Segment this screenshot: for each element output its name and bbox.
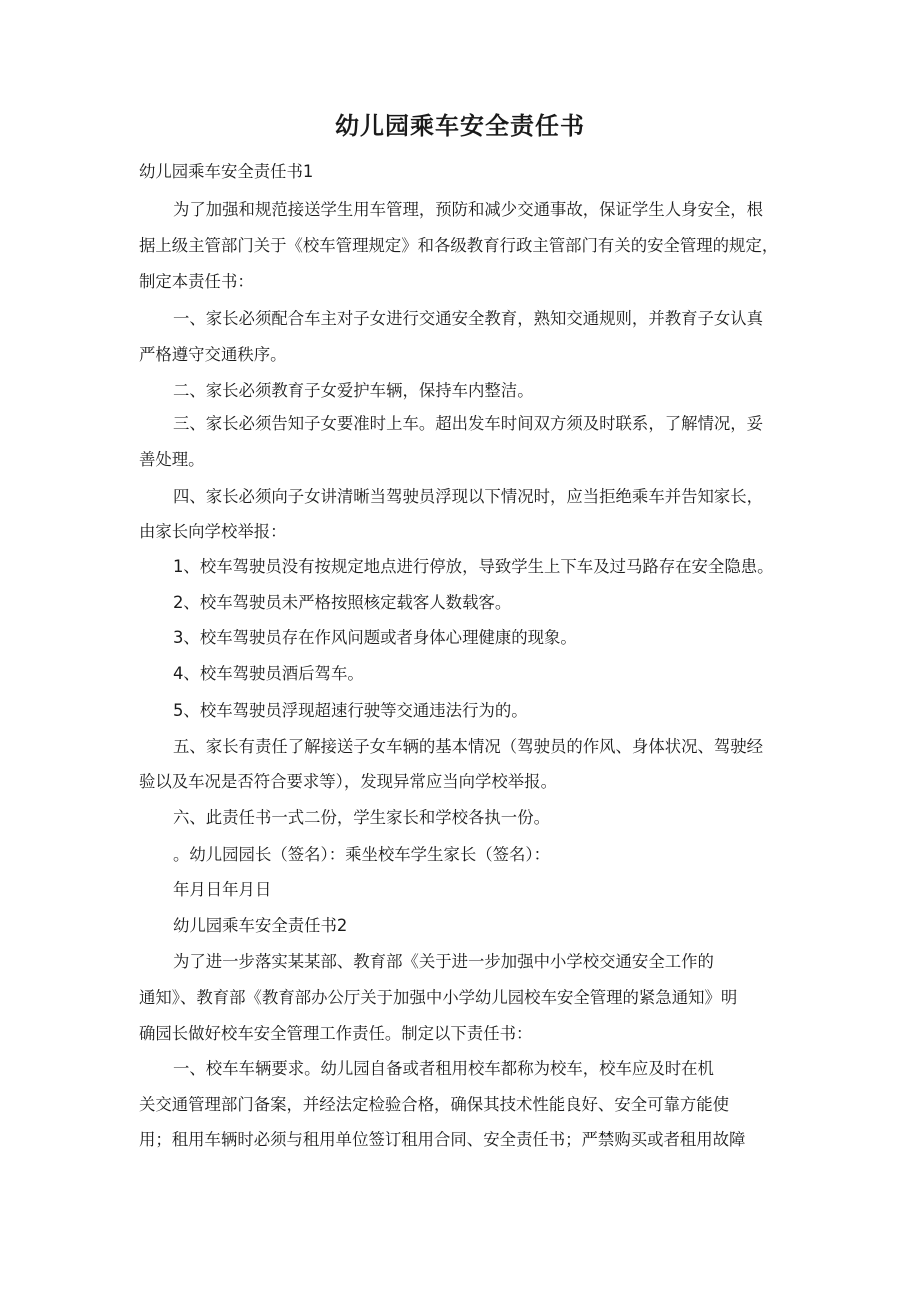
list-item: 4、校车驾驶员酒后驾车。 (173, 664, 364, 683)
paragraph-line: 验以及车况是否符合要求等），发现异常应当向学校举报。 (139, 772, 557, 791)
list-item: 5、校车驾驶员浮现超速行驶等交通违法行为的。 (173, 701, 528, 720)
date-line: 年月日年月日 (173, 880, 272, 899)
paragraph-line: 严格遵守交通秩序。 (139, 345, 287, 364)
paragraph-line: 三、家长必须告知子女要准时上车。超出发车时间双方须及时联系，了解情况，妥 (173, 414, 764, 433)
paragraph-line: 二、家长必须教育子女爱护车辆，保持车内整洁。 (173, 381, 534, 400)
paragraph-line: 由家长向学校举报： (139, 522, 287, 541)
section-heading-2: 幼儿园乘车安全责任书2 (173, 916, 348, 935)
paragraph-line: 一、家长必须配合车主对子女进行交通安全教育，熟知交通规则，并教育子女认真 (173, 309, 764, 328)
paragraph-line: 关交通管理部门备案，并经法定检验合格，确保其技术性能良好、安全可靠方能使 (139, 1095, 730, 1114)
paragraph-line: 为了加强和规范接送学生用车管理，预防和减少交通事故，保证学生人身安全，根 (173, 200, 764, 219)
paragraph-line: 六、此责任书一式二份，学生家长和学校各执一份。 (173, 808, 550, 827)
list-item: 1、校车驾驶员没有按规定地点进行停放，导致学生上下车及过马路存在安全隐患。 (173, 557, 774, 576)
paragraph-line: 四、家长必须向子女讲清晰当驾驶员浮现以下情况时，应当拒绝乘车并告知家长， (173, 487, 764, 506)
list-item: 2、校车驾驶员未严格按照核定载客人数载客。 (173, 593, 512, 612)
section-heading-1: 幼儿园乘车安全责任书1 (139, 162, 314, 181)
paragraph-line: 通知》、教育部《教育部办公厅关于加强中小学幼儿园校车安全管理的紧急通知》明 (139, 988, 738, 1007)
paragraph-line: 制定本责任书： (139, 272, 254, 291)
paragraph-line: 为了进一步落实某某部、教育部《关于进一步加强中小学校交通安全工作的 (173, 952, 714, 971)
paragraph-line: 五、家长有责任了解接送子女车辆的基本情况（驾驶员的作风、身体状况、驾驶经 (173, 737, 764, 756)
paragraph-line: 善处理。 (139, 450, 205, 469)
paragraph-line: 确园长做好校车安全管理工作责任。制定以下责任书： (139, 1024, 533, 1043)
list-item: 3、校车驾驶员存在作风问题或者身体心理健康的现象。 (173, 628, 577, 647)
document-title: 幼儿园乘车安全责任书 (335, 112, 585, 140)
paragraph-line: 据上级主管部门关于《校车管理规定》和各级教育行政主管部门有关的安全管理的规定， (139, 236, 779, 255)
signature-line: 。幼儿园园长（签名）：乘坐校车学生家长（签名）： (173, 845, 550, 864)
paragraph-line: 一、校车车辆要求。幼儿园自备或者租用校车都称为校车，校车应及时在机 (173, 1059, 714, 1078)
paragraph-line: 用；租用车辆时必须与租用单位签订租用合同、安全责任书；严禁购买或者租用故障 (139, 1130, 746, 1149)
